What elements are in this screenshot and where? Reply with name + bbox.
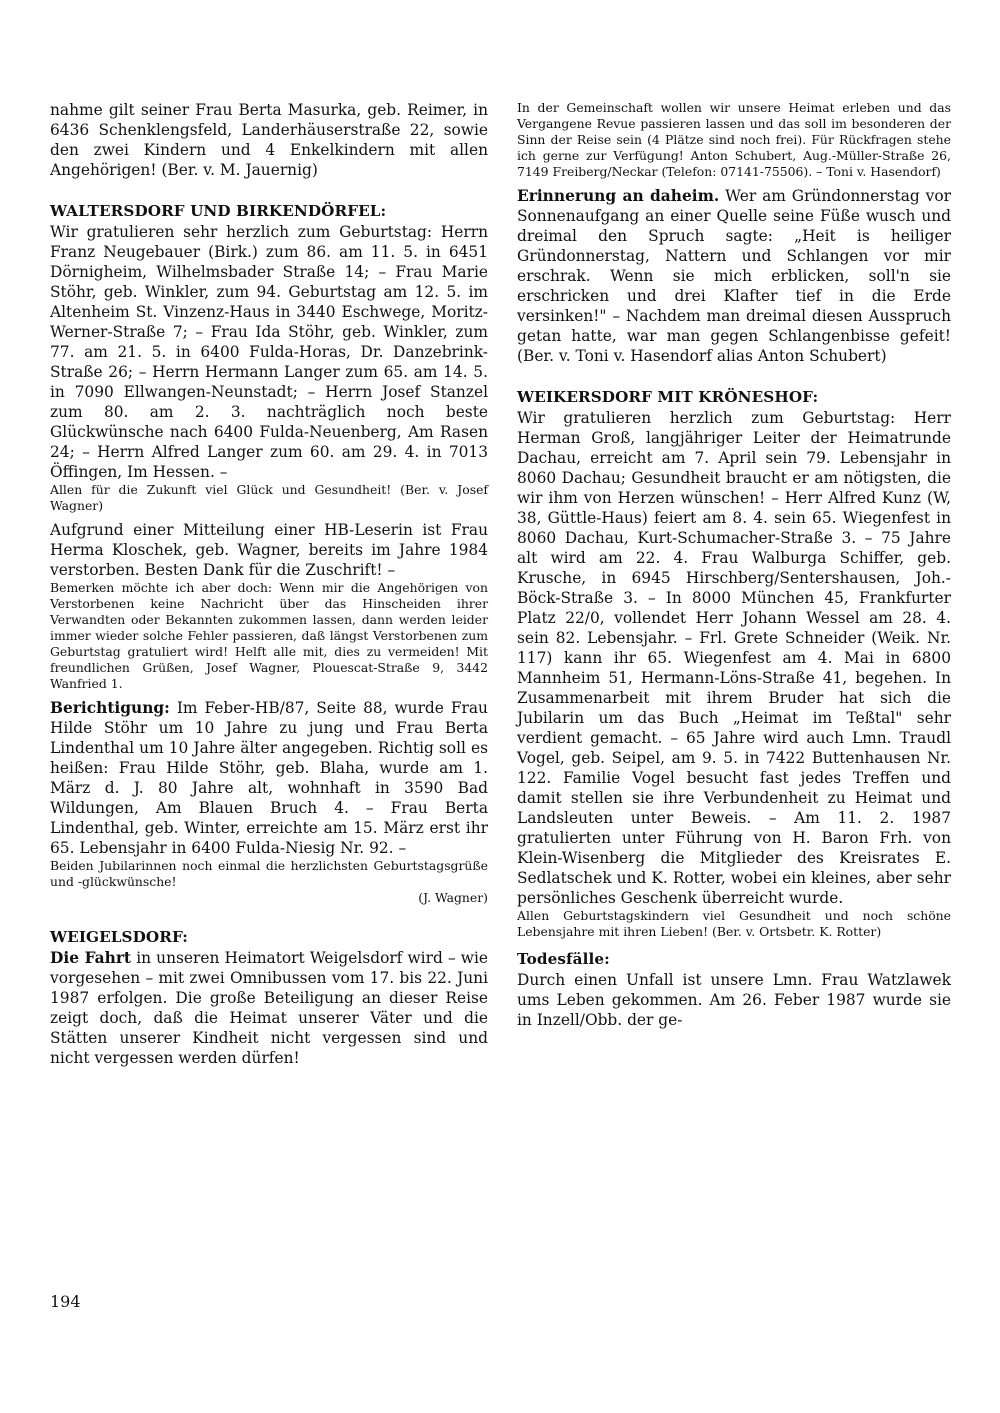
left-paragraph-3-text: Aufgrund einer Mitteilung einer HB-Leserin ist Frau Herma Kloschek, geb. Wagner, bereits im Jahre 1984 verstorben. Besten Dank für die Zuschrift! –: [50, 521, 488, 579]
heading-weikersdorf: WEIKERSDORF MIT KRÖNESHOF:: [517, 388, 819, 406]
left-paragraph-4: [50, 698, 488, 858]
heading-weigelsdorf: WEIGELSDORF:: [50, 928, 188, 946]
right-paragraph-2: [517, 186, 951, 366]
right-paragraph-3: Wir gratulieren herzlich zum Geburtstag: Herr Herman Groß, langjähriger Leiter der Heimatrunde Dachau, erreicht am 7. April sein 79. Lebensjahr in 8060 Dachau; Gesundheit braucht er am nötigsten, die wir ihm von Herzen wünschen! – Herr Alfred Kunz (W, 38, Güttle-Haus) feiert am 8. 4. sein 65. Wiegenfest in 8060 Dachau, Kurt-Schumacher-Straße 3. – 75 Jahre alt wird am 22. 4. Frau Walburga Schiffer, geb. Krusche, in 6945 Hirschberg/Sentershausen, Joh.-Böck-Straße 3. – In 8000 München 45, Frankfurter Platz 22/0, vollendet Herr Johann Wessel am 28. 4. sein 82. Lebensjahr. – Frl. Grete Schneider (Weik. Nr. 117) kann ihr 65. Wiegenfest am 4. Mai in 6800 Mannheim 51, Hermann-Löns-Straße 41, begehen. In Zusammenarbeit mit ihrem Bruder hat sich die Jubilarin um das Buch „Heimat im Teßtal" sehr verdient gemacht. – 65 Jahre wird auch Lmn. Traudl Vogel, geb. Seipel, am 9. 5. in 7422 Buttenhausen Nr. 122. Familie Vogel besucht fast jedes Treffen und damit stellen sie ihre Verbundenheit zu Heimat und Landsleuten unter Beweis. – Am 11. 2. 1987 gratulierten unter Führung von H. Baron Frh. von Klein-Wisenberg die Mitglieder des Kreisrates E. Sedlatschek und K. Rotter, wobei ein kleines, aber sehr persönliches Geschenk überreicht wurde.: [517, 409, 951, 907]
memory-lead: Erinnerung an daheim.: [517, 187, 720, 205]
left-paragraph-4-small: Beiden Jubilarinnen noch einmal die herzlichsten Geburtstagsgrüße und -glückwünsche!: [50, 858, 488, 889]
left-paragraph-1: nahme gilt seiner Frau Berta Masurka, geb. Reimer, in 6436 Schenklengsfeld, Landerhäuserstraße 22, sowie den zwei Kindern und 4 Enkelkindern mit allen Angehörigen! (Ber. v. M. Jauernig): [50, 101, 488, 179]
left-paragraph-5-text: in unseren Heimatort Weigelsdorf wird – wie vorgesehen – mit zwei Omnibussen vom 17. bis 22. Juni 1987 erfolgen. Die große Beteiligung an dieser Reise zeigt doch, daß die Heimat unserer Väter und die Stätten unserer Kindheit nicht vergessen sind und nicht vergessen werden dürfen!: [50, 949, 488, 1067]
right-paragraph-3-small: Allen Geburtstagskindern viel Gesundheit und noch schöne Lebensjahre mit ihren Lieben! (Ber. v. Ortsbetr. K. Rotter): [517, 908, 951, 939]
left-paragraph-3: [50, 520, 488, 580]
left-paragraph-2: Wir gratulieren sehr herzlich zum Geburtstag: Herrn Franz Neugebauer (Birk.) zum 86. am 11. 5. in 6451 Dörnigheim, Wilhelmsbader Straße 14; – Frau Marie Stöhr, geb. Winkler, zum 94. Geburtstag am 12. 5. im Altenheim St. Vinzenz-Haus in 3440 Eschwege, Moritz-Werner-Straße 7; – Frau Ida Stöhr, geb. Winkler, zum 77. am 21. 5. in 6400 Fulda-Horas, Dr. Danzebrink-Straße 26; – Herrn Hermann Langer zum 65. am 14. 5. in 7090 Ellwangen-Neunstadt; – Herrn Josef Stanzel zum 80. am 2. 3. nachträglich noch beste Glückwünsche nach 6400 Fulda-Neuenberg, Am Rasen 24; – Herrn Alfred Langer zum 60. am 29. 4. in 7013 Öffingen, Im Hessen. –: [50, 223, 488, 481]
left-paragraph-4-text: Im Feber-HB/87, Seite 88, wurde Frau Hilde Stöhr um 10 Jahre zu jung und Frau Berta Lindenthal um 10 Jahre älter angegeben. Richtig soll es heißen: Frau Hilde Stöhr, geb. Blaha, wurde am 1. März d. J. 80 Jahre alt, wohnhaft in 3590 Bad Wildungen, Am Blauen Bruch 4. – Frau Berta Lindenthal, geb. Winter, erreichte am 15. März erst ihr 65. Lebensjahr in 6400 Fulda-Niesig Nr. 92. –: [50, 699, 488, 857]
right-paragraph-1-small: In der Gemeinschaft wollen wir unsere Heimat erleben und das Vergangene Revue passieren lassen und das soll im besonderen der Sinn der Reise sein (4 Plätze sind noch frei). Für Rückfragen stehe ich gerne zur Verfügung! Anton Schubert, Aug.-Müller-Straße 26, 7149 Freiberg/Neckar (Telefon: 07141-75506). – Toni v. Hasendorf): [517, 100, 951, 179]
trip-lead: Die Fahrt: [50, 949, 132, 967]
right-column: [517, 100, 951, 1030]
left-signature: (J. Wagner): [418, 890, 488, 905]
right-paragraph-4: Durch einen Unfall ist unsere Lmn. Frau Watzlawek ums Leben gekommen. Am 26. Feber 1987 wurde sie in Inzell/Obb. der ge-: [517, 971, 951, 1029]
left-paragraph-5: [50, 948, 488, 1068]
left-paragraph-2-small: Allen für die Zukunft viel Glück und Gesundheit! (Ber. v. Josef Wagner): [50, 482, 488, 513]
left-paragraph-3-small: Bemerken möchte ich aber doch: Wenn mir die Angehörigen von Verstorbenen keine Nachricht über das Hinscheiden ihrer Verwandten oder Bekannten zukommen lassen, dann werden leider immer wieder solche Fehler passieren, daß längst Verstorbenen zum Geburtstag gratuliert wird! Helft alle mit, dies zu vermeiden! Mit freundlichen Grüßen, Josef Wagner, Plouescat-Straße 9, 3442 Wanfried 1.: [50, 580, 488, 691]
heading-deaths: Todesfälle:: [517, 950, 610, 968]
right-paragraph-2-text: Wer am Gründonnerstag vor Sonnenaufgang an einer Quelle seine Füße wusch und dreimal den Spruch sagte: „Heit is heiliger Gründonnerstag, Nattern und Schlangen vor mir erschrak. Wenn sie mich erblicken, soll'n sie erschricken und drei Klafter tief in die Erde versinken!" – Nachdem man dreimal diesen Ausspruch getan hatte, war man gegen Schlangenbisse gefeit! (Ber. v. Toni v. Hasendorf alias Anton Schubert): [517, 187, 951, 365]
heading-waltersdorf: WALTERSDORF UND BIRKENDÖRFEL:: [50, 202, 387, 220]
page-number: 194: [50, 1292, 81, 1311]
correction-lead: Berichtigung:: [50, 699, 170, 717]
left-column: [50, 100, 488, 1068]
